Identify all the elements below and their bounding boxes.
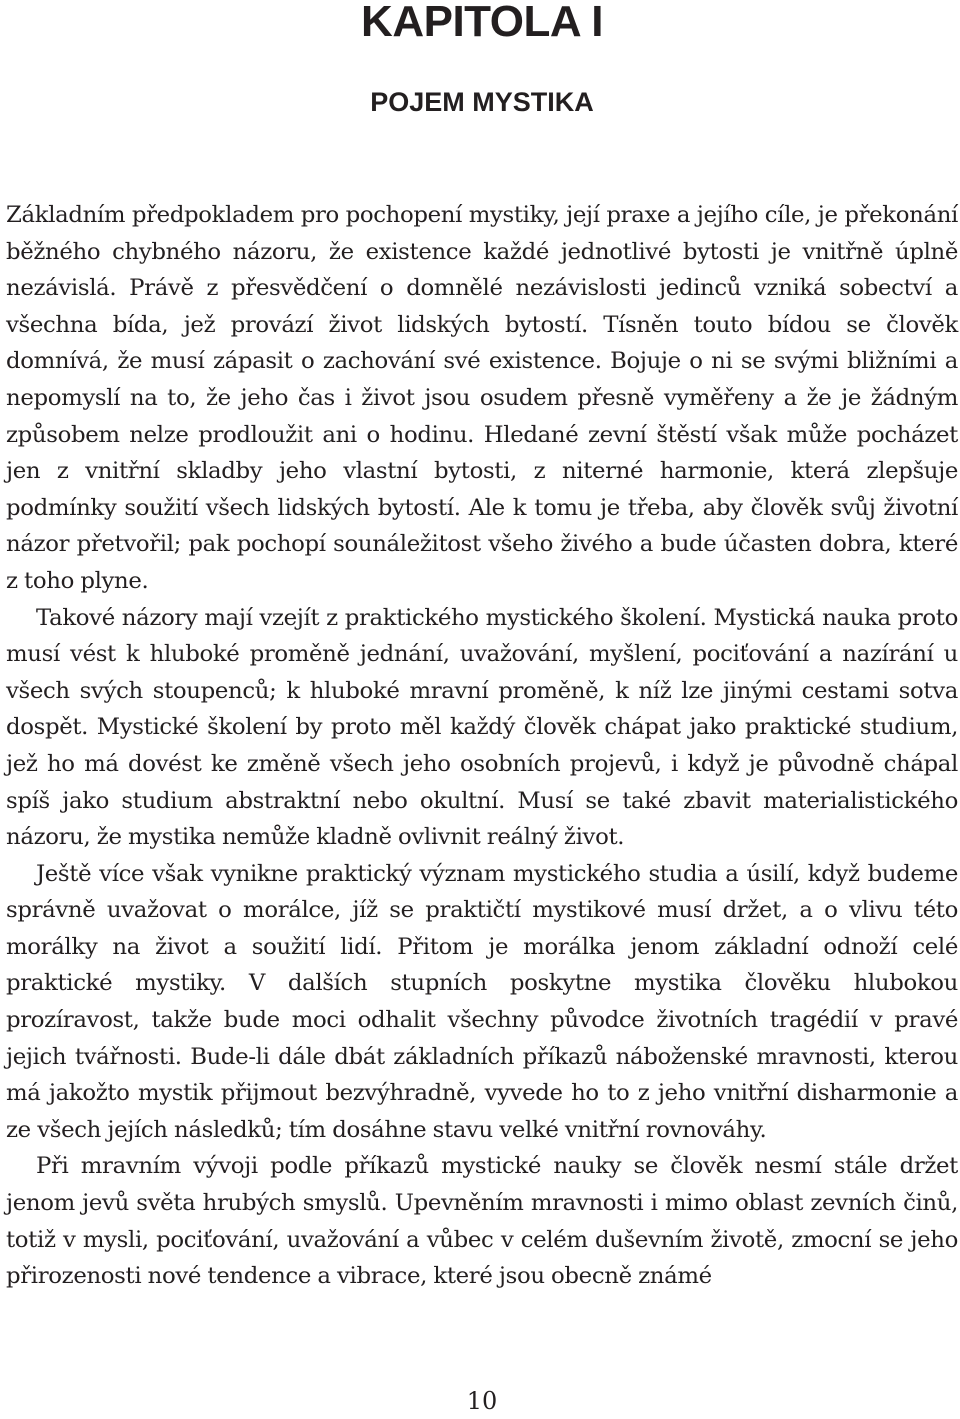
page-number: 10 — [466, 1387, 498, 1415]
paragraph-2: Takové názory mají vzejít z praktického mystického školení. Mystická nauka proto musí vést k hluboké proměně jednání, uvažování, myšlení, pociťování a nazírání u všech svých stoupenců; k hluboké mravní proměně, k níž lze jinými cestami sotva dospět. Mystické školení by proto měl každý člověk chápat jako praktické studium, jež ho má dovést ke změně všech jeho osobních projevů, i když je původně chápal spíš jako studium abstraktní nebo okultní. Musí se také zbavit materialistického názoru, že mystika nemůže kladně ovlivnit reálný život. — [6, 604, 958, 851]
body-text — [6, 197, 958, 1295]
chapter-subtitle: POJEM MYSTIKA — [370, 87, 594, 117]
chapter-title: KAPITOLA I — [361, 0, 603, 46]
paragraph-3: Ještě více však vynikne praktický význam mystického studia a úsilí, když budeme správně uvažovat o morálce, jíž se praktičtí mystikové musí držet, a o vlivu této morálky na život a soužití lidí. Přitom je morálka jenom základní odnoží celé praktické mystiky. V dalších stupních poskytne mystika člověku hlubokou prozíravost, takže bude moci odhalit všechny původce životních tragédií v pravé jejich tvářnosti. Bude-li dále dbát základních příkazů náboženské mravnosti, kterou má jakožto mystik přijmout bezvýhradně, vyvede ho to z jeho vnitřní disharmonie a ze všech jejích následků; tím dosáhne stavu velké vnitřní rovnováhy. — [6, 860, 958, 1143]
paragraph-1: Základním předpokladem pro pochopení mystiky, její praxe a jejího cíle, je překonání běžného chybného názoru, že existence každé jednotlivé bytosti je vnitřně úplně nezávislá. Právě z přesvědčení o domnělé nezávislosti jedinců vzniká sobectví a všechna bída, jež provází život lidských bytostí. Tísněn touto bídou se člověk domnívá, že musí zápasit o zachování své existence. Bojuje o ni se svými bližními a nepomyslí na to, že jeho čas i život jsou osudem přesně vyměřeny a že je žádným způsobem nelze prodloužit ani o hodinu. Hledané zevní štěstí však může pocházet jen z vnitřní skladby jeho vlastní bytosti, z niterné harmonie, která zlepšuje podmínky soužití všech lidských bytostí. Ale k tomu je třeba, aby člověk svůj životní názor přetvořil; pak pochopí sounáležitost všeho živého a bude účasten dobra, které z toho plyne. — [6, 202, 958, 594]
book-page — [6, 0, 958, 1419]
paragraph-4: Při mravním vývoji podle příkazů mystické nauky se člověk nesmí stále držet jenom jevů světa hrubých smyslů. Upevněním mravnosti i mimo oblast zevních činů, totiž v mysli, pociťování, uvažování a vůbec v celém duševním životě, zmocní se jeho přirozenosti nové tendence a vibrace, které jsou obecně známé — [6, 1153, 958, 1290]
